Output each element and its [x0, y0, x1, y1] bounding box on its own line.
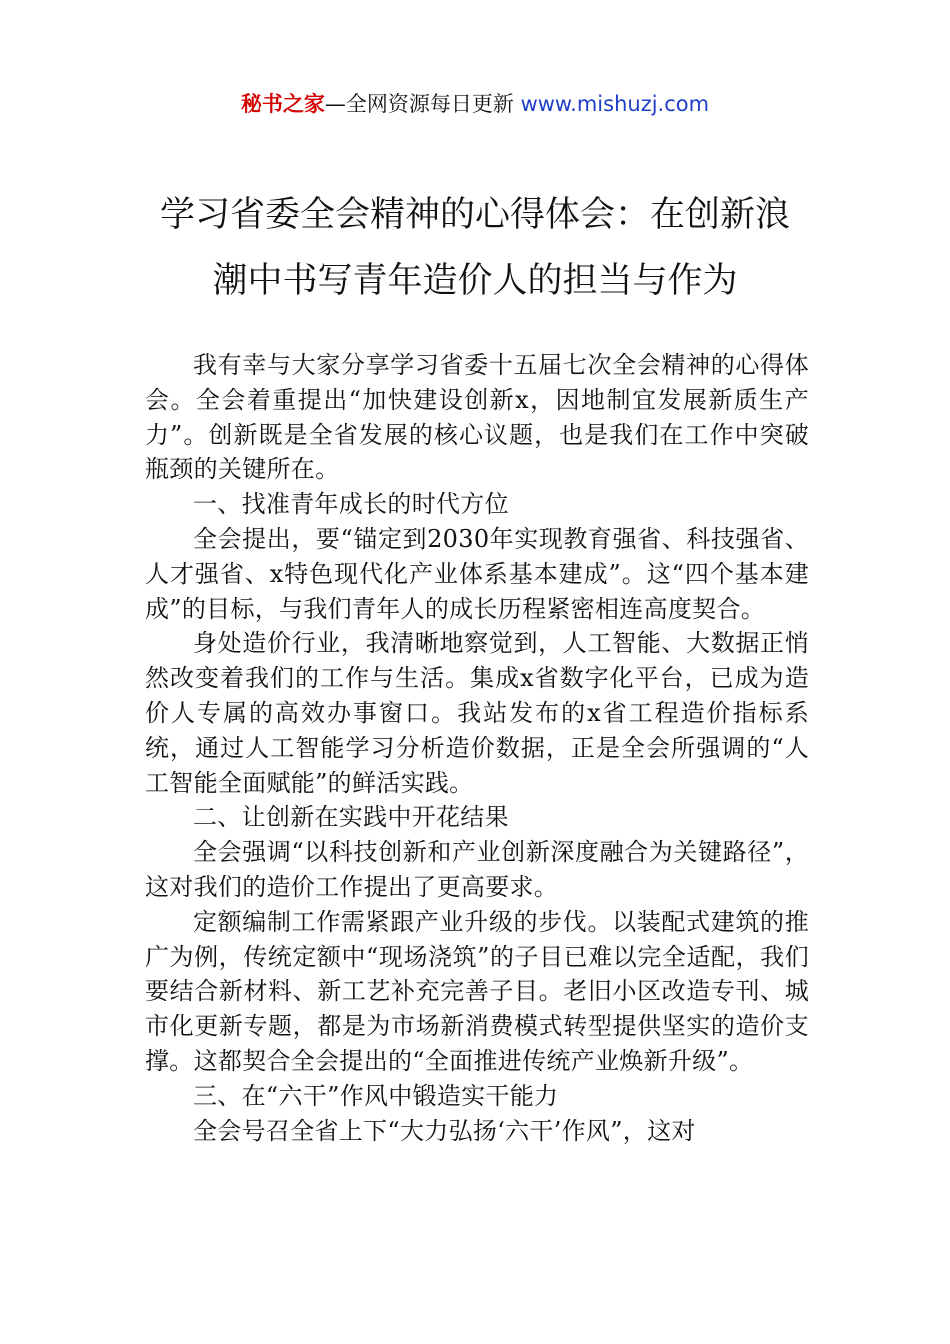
- section-heading-2: 二、让创新在实践中开花结果: [193, 803, 509, 832]
- paragraph: 全会号召全省上下“大力弘扬‘六干’作风”，这对: [193, 1116, 696, 1145]
- section-heading-3: 三、在“六干”作风中锻造实干能力: [193, 1081, 559, 1110]
- document-body: [145, 348, 809, 1148]
- header-tagline: —全网资源每日更新: [324, 92, 521, 116]
- site-header: [0, 88, 950, 120]
- title-line-1: 学习省委全会精神的心得体会：在创新浪: [159, 195, 790, 235]
- paragraph: 定额编制工作需紧跟产业升级的步伐。以装配式建筑的推广为例，传统定额中“现场浇筑”的子目已难以完全适配，我们要结合新材料、新工艺补充完善子目。老旧小区改造专刊、城市化更新专题，都是为市场新消费模式转型提供坚实的造价支撑。这都契合全会提出的“全面推进传统产业焕新升级”。: [145, 907, 809, 1075]
- title-line-2: 潮中书写青年造价人的担当与作为: [212, 261, 738, 301]
- document-title: [120, 182, 830, 314]
- brand-name: 秘书之家: [240, 92, 325, 116]
- section-heading-1: 一、找准青年成长的时代方位: [193, 490, 509, 519]
- paragraph: 身处造价行业，我清晰地察觉到，人工智能、大数据正悄然改变着我们的工作与生活。集成x省数字化平台，已成为造价人专属的高效办事窗口。我站发布的x省工程造价指标系统，通过人工智能学习分析造价数据，正是全会所强调的“人工智能全面赋能”的鲜活实践。: [145, 629, 809, 797]
- site-url-link[interactable]: www.mishuzj.com: [520, 92, 710, 116]
- paragraph: 全会强调“以科技创新和产业创新深度融合为关键路径”，这对我们的造价工作提出了更高要求。: [145, 838, 809, 901]
- paragraph: 全会提出，要“锚定到2030年实现教育强省、科技强省、人才强省、x特色现代化产业体系基本建成”。这“四个基本建成”的目标，与我们青年人的成长历程紧密相连高度契合。: [145, 524, 809, 623]
- paragraph-intro: 我有幸与大家分享学习省委十五届七次全会精神的心得体会。全会着重提出“加快建设创新x，因地制宜发展新质生产力”。创新既是全省发展的核心议题，也是我们在工作中突破瓶颈的关键所在。: [145, 351, 809, 484]
